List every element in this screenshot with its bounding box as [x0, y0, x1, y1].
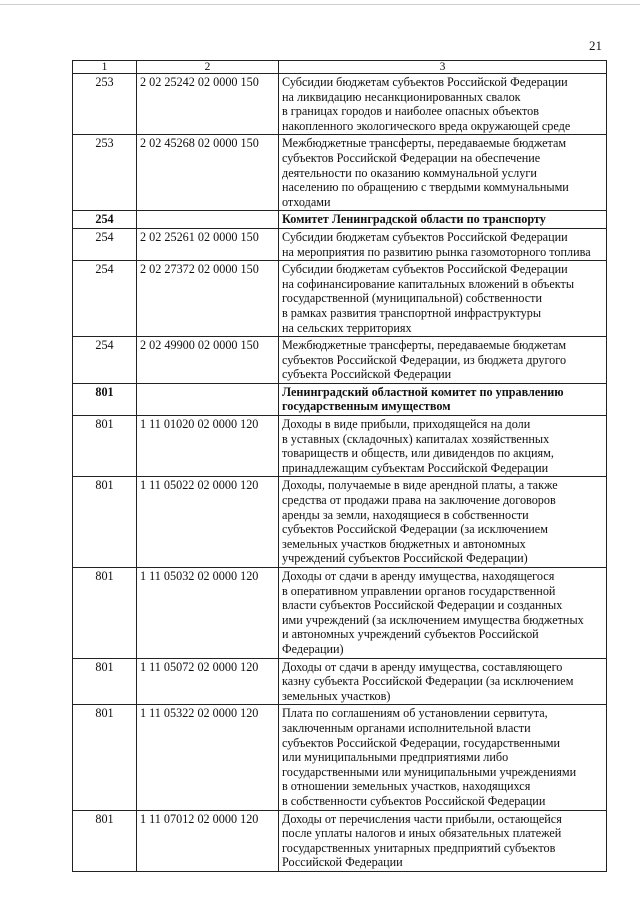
admin-code-cell: 801 — [73, 810, 137, 871]
table-row — [73, 568, 607, 659]
admin-code-cell: 253 — [73, 74, 137, 135]
scan-top-edge — [0, 4, 640, 5]
revenue-code-cell: 1 11 05032 02 0000 120 — [137, 568, 279, 659]
revenue-name-line: учреждений субъектов Российской Федерации) — [282, 551, 528, 566]
revenue-name-cell — [279, 337, 607, 384]
admin-code-cell: 801 — [73, 477, 137, 568]
table-row — [73, 658, 607, 705]
admin-code-cell: 801 — [73, 416, 137, 477]
revenue-code-cell: 1 11 05022 02 0000 120 — [137, 477, 279, 568]
revenue-code-cell: 2 02 25261 02 0000 150 — [137, 228, 279, 260]
table-row — [73, 74, 607, 135]
revenue-code-cell — [137, 211, 279, 229]
revenue-name-line: субъектов Российской Федерации, из бюджета другого — [282, 352, 567, 367]
revenue-name-cell — [279, 211, 607, 229]
revenue-name-line: государственных унитарных предприятий субъектов — [282, 840, 556, 855]
revenue-code-cell: 2 02 25242 02 0000 150 — [137, 74, 279, 135]
revenue-name-line: после уплаты налогов и иных обязательных платежей — [282, 826, 562, 841]
revenue-name-line: в уставных (складочных) капиталах хозяйственных — [282, 431, 550, 446]
table-row — [73, 337, 607, 384]
column-header-2: 2 — [137, 61, 279, 74]
revenue-name-line: в границах городов и наиболее опасных объектов — [282, 104, 540, 119]
revenue-name-cell — [279, 383, 607, 415]
admin-code-cell: 253 — [73, 135, 137, 211]
revenue-name-line: деятельности по оказанию коммунальной услуги — [282, 165, 537, 180]
revenue-name-line: на сельских территориях — [282, 320, 412, 335]
revenue-codes-table — [72, 60, 607, 872]
revenue-name-line: Плата по соглашениям об установлении сервитута, — [282, 706, 548, 721]
revenue-name-line: в рамках развития транспортной инфраструктуры — [282, 305, 542, 320]
admin-code-cell: 801 — [73, 658, 137, 705]
revenue-name-line: Субсидии бюджетам субъектов Российской Федерации — [282, 75, 568, 89]
revenue-name-cell — [279, 477, 607, 568]
revenue-name-line: принадлежащим субъектам Российской Федерации — [282, 460, 549, 475]
revenue-name-line: Комитет Ленинградской области по транспорту — [282, 212, 546, 227]
table-row — [73, 135, 607, 211]
revenue-name-line: аренды за земли, находящиеся в собственности — [282, 507, 529, 522]
table-row — [73, 228, 607, 260]
revenue-name-line: Ленинградский областной комитет по управлению — [282, 384, 564, 399]
revenue-name-line: земельных участков бюджетных и автономных — [282, 536, 526, 551]
revenue-name-line: Субсидии бюджетам субъектов Российской Федерации — [282, 262, 568, 277]
revenue-name-cell — [279, 658, 607, 705]
revenue-name-line: Доходы от сдачи в аренду имущества, составляющего — [282, 659, 563, 674]
revenue-name-line: субъекта Российской Федерации — [282, 367, 452, 382]
revenue-name-line: государственным имуществом — [282, 399, 451, 414]
revenue-name-line: субъектов Российской Федерации, государственными — [282, 735, 561, 750]
admin-code-cell: 801 — [73, 383, 137, 415]
revenue-name-line: Российской Федерации — [282, 855, 403, 870]
admin-code-cell: 254 — [73, 261, 137, 337]
revenue-name-cell — [279, 705, 607, 810]
column-header-3: 3 — [279, 61, 607, 74]
revenue-name-line: в собственности субъектов Российской Федерации — [282, 793, 546, 808]
revenue-name-line: в оперативном управлении органов государственной — [282, 583, 556, 598]
page-number: 21 — [589, 38, 602, 53]
revenue-name-line: субъектов Российской Федерации (за исключением — [282, 522, 548, 537]
revenue-name-line: ими учреждений (за исключением имущества бюджетных — [282, 612, 584, 627]
section-row — [73, 383, 607, 415]
table-row — [73, 705, 607, 810]
admin-code-cell: 254 — [73, 337, 137, 384]
revenue-name-cell — [279, 228, 607, 260]
revenue-name-line: Межбюджетные трансферты, передаваемые бюджетам — [282, 338, 567, 353]
revenue-name-cell — [279, 810, 607, 871]
header-row — [73, 61, 607, 74]
table-row — [73, 810, 607, 871]
revenue-name-cell — [279, 135, 607, 211]
revenue-name-line: населению по обращению с твердыми коммунальными — [282, 180, 569, 195]
revenue-name-line: Доходы от сдачи в аренду имущества, находящегося — [282, 569, 555, 583]
revenue-name-line: или муниципальными предприятиями либо — [282, 750, 509, 765]
revenue-name-line: Федерации) — [282, 641, 344, 656]
revenue-name-line: земельных участков) — [282, 688, 391, 703]
revenue-code-cell: 2 02 49900 02 0000 150 — [137, 337, 279, 384]
revenue-name-line: Доходы от перечисления части прибыли, остающейся — [282, 811, 562, 826]
column-header-1: 1 — [73, 61, 137, 74]
revenue-name-line: Доходы, получаемые в виде арендной платы, а также — [282, 478, 558, 493]
revenue-code-cell: 1 11 05072 02 0000 120 — [137, 658, 279, 705]
revenue-name-line: субъектов Российской Федерации на обеспечение — [282, 150, 541, 165]
admin-code-cell: 801 — [73, 705, 137, 810]
revenue-name-line: казну субъекта Российской Федерации (за исключением — [282, 674, 574, 689]
revenue-name-line: и автономных учреждений субъектов Российской — [282, 627, 539, 642]
revenue-name-cell — [279, 261, 607, 337]
revenue-code-cell — [137, 383, 279, 415]
revenue-name-line: отходами — [282, 194, 331, 209]
admin-code-cell: 254 — [73, 228, 137, 260]
revenue-name-line: в отношении земельных участков, находящихся — [282, 779, 531, 794]
revenue-name-cell — [279, 74, 607, 135]
revenue-name-line: власти субъектов Российской Федерации и созданных — [282, 598, 563, 613]
revenue-name-line: товариществ и обществ, или дивидендов по акциям, — [282, 446, 554, 461]
revenue-name-line: на ликвидацию несанкционированных свалок — [282, 89, 521, 104]
revenue-name-line: государственными или муниципальными учреждениями — [282, 764, 577, 779]
table-body — [73, 61, 607, 872]
revenue-name-cell — [279, 416, 607, 477]
revenue-name-line: Субсидии бюджетам субъектов Российской Федерации — [282, 229, 568, 244]
revenue-name-line: накопленного экологического вреда окружающей среде — [282, 118, 571, 133]
revenue-code-cell: 1 11 01020 02 0000 120 — [137, 416, 279, 477]
revenue-name-line: Доходы в виде прибыли, приходящейся на доли — [282, 417, 531, 432]
revenue-name-line: средства от продажи права на заключение договоров — [282, 493, 556, 508]
revenue-name-line: на софинансирование капитальных вложений в объекты — [282, 276, 575, 291]
admin-code-cell: 801 — [73, 568, 137, 659]
revenue-name-cell — [279, 568, 607, 659]
section-row — [73, 211, 607, 229]
table-row — [73, 261, 607, 337]
revenue-code-cell: 2 02 27372 02 0000 150 — [137, 261, 279, 337]
table-row — [73, 477, 607, 568]
revenue-code-cell: 1 11 07012 02 0000 120 — [137, 810, 279, 871]
revenue-name-line: Межбюджетные трансферты, передаваемые бюджетам — [282, 136, 567, 151]
revenue-code-cell: 1 11 05322 02 0000 120 — [137, 705, 279, 810]
admin-code-cell: 254 — [73, 211, 137, 229]
revenue-name-line: на мероприятия по развитию рынка газомоторного топлива — [282, 244, 591, 259]
table-row — [73, 416, 607, 477]
revenue-code-cell: 2 02 45268 02 0000 150 — [137, 135, 279, 211]
revenue-name-line: заключенным органами исполнительной власти — [282, 720, 531, 735]
revenue-name-line: государственной (муниципальной) собственности — [282, 291, 543, 306]
